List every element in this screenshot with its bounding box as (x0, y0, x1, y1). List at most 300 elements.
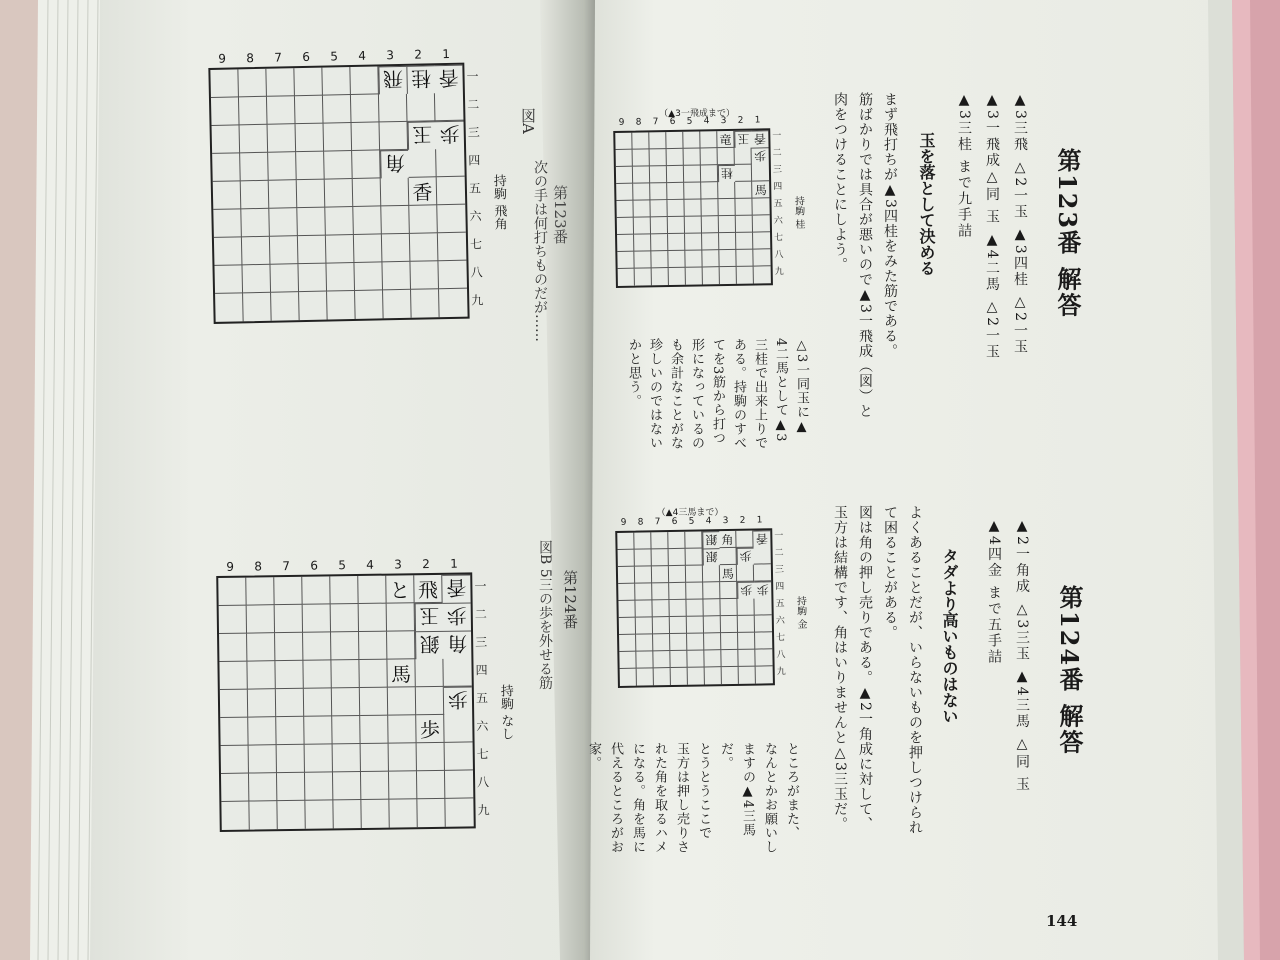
rank-number: 二 (774, 548, 784, 559)
shogi-piece: 銀 (703, 548, 720, 565)
board-square (701, 148, 718, 165)
file-number: 4 (358, 48, 367, 63)
board-square (211, 97, 240, 126)
board-square (361, 800, 389, 828)
board-square (408, 149, 437, 178)
board-square (718, 182, 735, 199)
board-square (382, 262, 411, 291)
board-square (410, 233, 439, 262)
board-square (636, 651, 653, 668)
file-number: 9 (226, 559, 235, 574)
board-square (409, 205, 438, 234)
rank-number: 四 (475, 663, 488, 678)
rank-number: 四 (775, 582, 785, 593)
file-number: 8 (246, 51, 255, 66)
board-square (636, 617, 653, 634)
board-square (617, 235, 634, 252)
board-square (242, 237, 271, 266)
board-square (619, 635, 636, 652)
text-line: 玉方は結構です、角はいりませんと△3三玉だ。 (832, 505, 848, 832)
file-number: 6 (302, 49, 311, 65)
board-square (668, 251, 685, 268)
board-square (686, 599, 703, 616)
board-square (303, 604, 331, 632)
board-square (619, 652, 636, 669)
board-square (439, 289, 468, 318)
board-square (687, 616, 704, 633)
board-square (277, 745, 305, 773)
board-square (684, 199, 701, 216)
file-number: 5 (338, 558, 346, 573)
board-square (701, 199, 718, 216)
file-number: 1 (756, 515, 763, 526)
text-line: 家。 (586, 742, 601, 770)
rank-number: 一 (466, 69, 479, 84)
file-number: 1 (754, 115, 761, 126)
shogi-piece: 香 (434, 65, 463, 94)
board-square (617, 218, 634, 235)
board-square (735, 199, 752, 216)
board-square (754, 598, 771, 615)
board-square (213, 181, 242, 210)
board-square (634, 532, 651, 549)
board-square (269, 180, 298, 209)
file-number: 9 (218, 51, 227, 66)
file-number: 3 (394, 557, 402, 572)
board-square (650, 183, 667, 200)
pieces-in-hand: 持駒 飛角 (490, 173, 507, 231)
board-square (616, 167, 633, 184)
board-square (387, 631, 415, 659)
board-square (248, 689, 276, 717)
left-diagram-b-label: 第124番 (561, 570, 579, 629)
board-square (704, 633, 721, 650)
board-square (241, 209, 270, 238)
shogi-piece: 飛 (414, 575, 442, 603)
file-number: 2 (414, 47, 423, 62)
subtitle-123: 玉を落として決める (917, 132, 936, 276)
board-square (298, 264, 327, 293)
board-square (686, 548, 703, 565)
file-number: 9 (618, 117, 625, 128)
file-number: 5 (686, 116, 693, 127)
rank-number: 六 (469, 209, 482, 224)
file-number: 6 (310, 558, 318, 573)
board-square (387, 603, 415, 631)
board-square (214, 265, 243, 294)
rank-numbers (774, 528, 786, 681)
board-square (738, 650, 755, 667)
board-square (670, 634, 687, 651)
board-square (652, 566, 669, 583)
board-square (753, 249, 770, 266)
board-square (618, 567, 635, 584)
board-square (652, 583, 669, 600)
left-running-head: 第123番 (551, 185, 569, 244)
board-square (635, 600, 652, 617)
board-square (701, 165, 718, 182)
board-square (670, 617, 687, 634)
board-square (684, 148, 701, 165)
shogi-piece: 歩 (436, 121, 465, 150)
board-square (212, 125, 241, 154)
board-square (700, 131, 717, 148)
board-square (305, 744, 333, 772)
board-square (686, 582, 703, 599)
shogi-piece: 玉 (415, 603, 443, 631)
board-square (683, 131, 700, 148)
rank-number: 五 (468, 181, 482, 196)
board-square (304, 716, 332, 744)
board-grid (216, 572, 476, 832)
rank-number: 三 (467, 125, 480, 140)
board-square (249, 773, 277, 801)
board-square (670, 651, 687, 668)
pieces-in-hand: 持駒 なし (497, 683, 514, 741)
board-square (358, 576, 386, 604)
board-square (304, 688, 332, 716)
board-square (249, 745, 277, 773)
board-square (238, 69, 267, 98)
board-square (276, 689, 304, 717)
shogi-piece: 桂 (718, 165, 735, 182)
board-square (444, 714, 472, 742)
board-square (248, 717, 276, 745)
text-line: とうとうここで (696, 742, 711, 840)
board-square (619, 618, 636, 635)
board-square (620, 669, 637, 686)
board-square (297, 180, 326, 209)
board-square (360, 716, 388, 744)
board-square (737, 599, 754, 616)
text-line: かと思う。 (626, 338, 641, 408)
rank-number: 一 (774, 531, 784, 542)
shogi-piece: 飛 (378, 66, 407, 95)
left-diagram-a-label: 図A (519, 108, 537, 134)
board-square (215, 293, 244, 322)
rank-number: 三 (475, 635, 488, 650)
board-square (297, 208, 326, 237)
board-square (411, 289, 440, 318)
board-square (268, 124, 297, 153)
board-square (271, 292, 300, 321)
file-number: 7 (282, 558, 291, 574)
move-line: ▲3一飛成△同 玉 ▲4二馬 △2一玉 (984, 92, 1000, 361)
board-square (275, 605, 303, 633)
board-square (685, 531, 702, 548)
rank-number: 四 (468, 153, 481, 168)
board-square (635, 268, 652, 285)
board-square (324, 151, 353, 180)
board-square (668, 532, 685, 549)
board-square (380, 122, 409, 151)
board-square (718, 148, 735, 165)
board-square (752, 164, 769, 181)
rank-number: 三 (772, 165, 783, 176)
file-number: 7 (274, 50, 283, 65)
board-square (242, 265, 271, 294)
board-square (277, 773, 305, 801)
board-square (735, 182, 752, 199)
board-square (324, 123, 353, 152)
board-square (651, 217, 668, 234)
board-square (417, 743, 445, 771)
shogi-piece: 桂 (406, 65, 435, 94)
board-square (652, 549, 669, 566)
board-square (652, 268, 669, 285)
shogi-piece: 香 (409, 177, 438, 206)
file-number: 7 (652, 117, 659, 128)
shogi-piece: と (386, 575, 414, 603)
rank-number: 四 (773, 182, 783, 193)
board-square (654, 668, 671, 685)
board-square (632, 132, 649, 149)
board-square (354, 234, 383, 263)
move-line: ▲4四金 まで五手詰 (986, 518, 1002, 666)
board-square (755, 632, 772, 649)
board-square (326, 263, 355, 292)
board-square (381, 178, 410, 207)
board-square (275, 633, 303, 661)
board-square (359, 604, 387, 632)
board-square (754, 564, 771, 581)
board-square (653, 651, 670, 668)
caption-124-diagram: （▲4三馬まで） (656, 508, 724, 518)
board-square (755, 615, 772, 632)
board-square (687, 650, 704, 667)
board-square (438, 233, 467, 262)
board-square (637, 668, 654, 685)
board-square (720, 548, 737, 565)
board-square (652, 600, 669, 617)
board-square (354, 262, 383, 291)
board-square (703, 582, 720, 599)
board-square (702, 233, 719, 250)
board-square (635, 549, 652, 566)
board-square (618, 601, 635, 618)
board-square (296, 152, 325, 181)
board-square (417, 771, 445, 799)
rank-numbers (474, 572, 490, 824)
board-square (359, 632, 387, 660)
board-square (249, 801, 277, 829)
board-square (721, 616, 738, 633)
board-square (352, 150, 381, 179)
board-square (633, 200, 650, 217)
text-line: になる。角を馬に (630, 742, 645, 854)
board-square (754, 547, 771, 564)
board-square (739, 667, 756, 684)
board-square (721, 633, 738, 650)
board-square (333, 772, 361, 800)
shogi-piece: 角 (380, 150, 409, 179)
board-square (221, 802, 249, 830)
board-square (219, 606, 247, 634)
board-square (330, 576, 358, 604)
board-square (615, 133, 632, 150)
board-square (701, 182, 718, 199)
board-square (389, 799, 417, 827)
board-square (361, 744, 389, 772)
file-number: 2 (737, 115, 744, 126)
board-square (445, 798, 473, 826)
rank-numbers (772, 128, 784, 281)
board-square (294, 68, 323, 97)
board-square (332, 716, 360, 744)
board-square (616, 150, 633, 167)
text-line: 珍しいのではない (647, 338, 662, 450)
board-square (219, 662, 247, 690)
board-square (667, 183, 684, 200)
text-line: 三桂で出来上りで (752, 338, 767, 450)
text-line: て困ることがある。 (882, 505, 898, 640)
board-square (331, 604, 359, 632)
board-square (737, 565, 754, 582)
board-square (634, 251, 651, 268)
board-square (669, 600, 686, 617)
board-square (214, 237, 243, 266)
text-line: も余計なことがな (668, 338, 683, 450)
board-square (720, 582, 737, 599)
rank-number: 七 (776, 633, 786, 644)
board-square (703, 565, 720, 582)
board-square (331, 660, 359, 688)
board-square (685, 233, 702, 250)
board-square (735, 165, 752, 182)
board-square (212, 153, 241, 182)
board-square (407, 93, 436, 122)
board-square (221, 746, 249, 774)
board-square (651, 251, 668, 268)
board-square (266, 68, 295, 97)
board-square (415, 659, 443, 687)
left-board-a (208, 45, 526, 333)
board-square (389, 771, 417, 799)
board-square (688, 667, 705, 684)
board-square (270, 264, 299, 293)
shogi-piece: 馬 (387, 659, 415, 687)
board-square (702, 216, 719, 233)
board-square (669, 549, 686, 566)
file-number: 2 (422, 557, 430, 572)
text-line: ますの▲4三馬 (740, 742, 755, 838)
text-line: ところがまた、 (784, 742, 799, 840)
rank-number: 九 (774, 267, 784, 278)
board-square (650, 200, 667, 217)
board-square (721, 650, 738, 667)
left-diagram-b-caption: 図B 5三の歩を外せる筋 (537, 540, 553, 690)
board-square (438, 261, 467, 290)
board-square (277, 801, 305, 829)
board-square (705, 667, 722, 684)
board-square (634, 217, 651, 234)
board-square (650, 166, 667, 183)
move-line: ▲2一角成 △3三玉 ▲4三馬 △同 玉 (1014, 518, 1030, 793)
board-square (617, 533, 634, 550)
text-line: 代えるところがお (608, 742, 623, 854)
shogi-piece: 馬 (720, 565, 737, 582)
file-number: 3 (720, 116, 727, 127)
board-square (669, 583, 686, 600)
text-line: だ。 (718, 742, 733, 770)
shogi-piece: 歩 (737, 548, 754, 565)
board-square (268, 152, 297, 181)
board-square (350, 66, 379, 95)
board-square (737, 267, 754, 284)
board-square (269, 208, 298, 237)
board-square (686, 267, 703, 284)
board-square (323, 95, 352, 124)
board-square (703, 267, 720, 284)
shogi-piece: 角 (443, 630, 471, 658)
board-square (388, 715, 416, 743)
pieces-in-hand: 持駒 金 (794, 595, 806, 630)
shogi-piece: 玉 (408, 121, 437, 150)
file-number: 8 (254, 559, 263, 574)
board-square (617, 252, 634, 269)
board-square (240, 153, 269, 182)
board-square (651, 234, 668, 251)
board-square (736, 233, 753, 250)
file-number: 4 (705, 516, 712, 527)
board-square (636, 634, 653, 651)
rank-number: 七 (476, 747, 489, 762)
rank-number: 五 (475, 691, 489, 706)
board-square (303, 660, 331, 688)
board-square (667, 149, 684, 166)
board-square (704, 650, 721, 667)
board-square (322, 67, 351, 96)
board-square (389, 743, 417, 771)
board-square (720, 267, 737, 284)
file-number: 6 (671, 516, 678, 528)
file-number: 3 (386, 48, 395, 63)
board-square (651, 532, 668, 549)
shogi-piece: 馬 (752, 181, 769, 198)
board-square (653, 617, 670, 634)
board-square (650, 149, 667, 166)
board-square (240, 125, 269, 154)
shogi-piece: 銀 (702, 531, 719, 548)
board-square (331, 632, 359, 660)
board-square (684, 165, 701, 182)
text-line: 筋ばかりでは具合が悪いので▲3一飛成（図）と (857, 92, 873, 419)
board-square (671, 668, 688, 685)
left-diagram-a-caption: 次の手は何打ちものだが…… (532, 160, 548, 342)
file-numbers (216, 556, 468, 574)
board-square (618, 269, 635, 286)
board-square (634, 234, 651, 251)
board-square (753, 232, 770, 249)
board-square (686, 565, 703, 582)
board-square (247, 633, 275, 661)
board-123 (613, 114, 829, 301)
rank-number: 九 (471, 293, 484, 308)
board-square (669, 566, 686, 583)
board-square (270, 236, 299, 265)
file-number: 9 (620, 517, 627, 528)
board-square (243, 293, 272, 322)
shogi-piece: 銀 (415, 631, 443, 659)
board-square (666, 132, 683, 149)
board-square (736, 250, 753, 267)
rank-number: 七 (774, 233, 784, 244)
board-square (703, 599, 720, 616)
board-square (382, 234, 411, 263)
board-square (379, 94, 408, 123)
board-square (616, 201, 633, 218)
rank-number: 六 (773, 216, 783, 227)
